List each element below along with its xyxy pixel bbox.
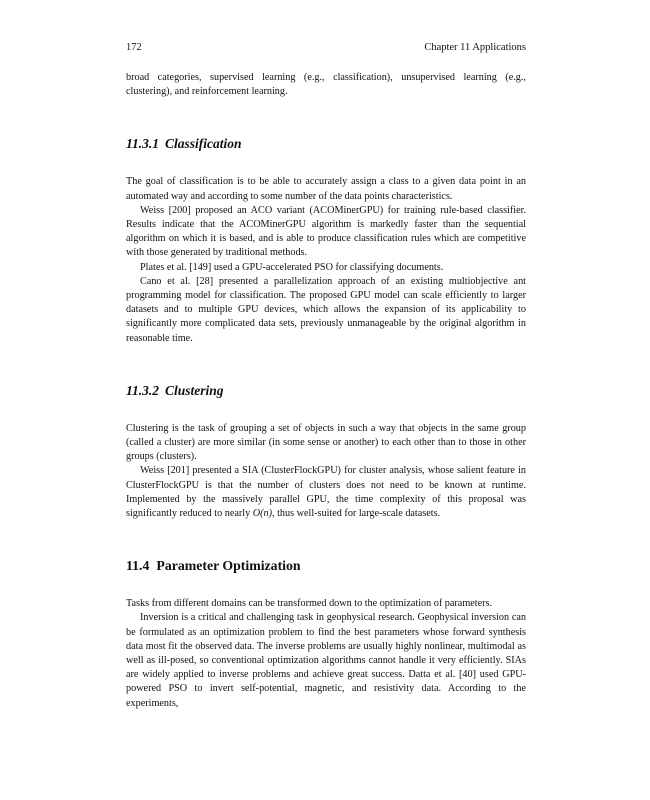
clustering-body (126, 422, 526, 521)
chapter-title: Chapter 11 Applications (424, 42, 526, 53)
math-expression: O(n) (252, 508, 272, 520)
text-run: , thus well-suited for large-scale datasets. (271, 508, 441, 520)
section-number: 11.3.1 (126, 136, 160, 152)
paragraph: Plates et al. [149] used a GPU-accelerated PSO for classifying documents. (140, 261, 444, 273)
heading-parameter-optimization (126, 557, 526, 575)
paragraph: Inversion is a critical and challenging task in geophysical research. Geophysical inversion can be formulated as an optimization problem to find the best parameters whose forward synthesis data most fit the observed data. The inverse problems are usually highly nonlinear, multimodal as well as ill-posed, so conventional optimization algorithms cannot handle it very efficiently. SIAs are widely applied to inverse problems and achieve great success. Datta et al. [40] used GPU-powered PSO to invert self-potential, magnetic, and resistivity data. According to the experiments, (126, 612, 526, 709)
parameter-optimization-body (126, 597, 526, 711)
classification-body (126, 175, 526, 345)
running-header (126, 40, 526, 56)
section-number: 11.4 (126, 558, 150, 574)
text-run: Weiss [201] presented a SIA (ClusterFlockGPU) for cluster analysis, whose salient feature in ClusterFlockGPU is that the number of clusters does not need to be known at runtime. Implemented by the massively parallel GPU, the time complexity of this proposal was significantly reduced to nearly (126, 465, 526, 520)
section-title: Classification (165, 136, 242, 152)
paragraph (126, 464, 526, 521)
section-title: Parameter Optimization (156, 558, 301, 574)
section-number: 11.3.2 (126, 382, 160, 398)
paragraph: The goal of classification is to be able to accurately assign a class to a given data point in an automated way and according to some number of the data points characteristics. (126, 176, 526, 202)
heading-clustering (126, 382, 526, 400)
intro-paragraph: broad categories, supervised learning (e.g., classification), unsupervised learning (e.g., clustering), and reinforcement learning. (126, 72, 526, 98)
section-title: Clustering (165, 382, 224, 398)
paragraph: Tasks from different domains can be transformed down to the optimization of parameters. (126, 598, 493, 610)
paragraph: Weiss [200] proposed an ACO variant (ACOMinerGPU) for training rule-based classifier. Results indicate that the ACOMinerGPU algorithm is markedly faster than the sequential algorithm on which it is based, and is able to produce classification rules which are competitive with those generated by traditional methods. (126, 204, 526, 259)
book-page (126, 40, 526, 711)
paragraph: Cano et al. [28] presented a parallelization approach of an existing multiobjective ant programming model for classification. The proposed GPU model can scale efficiently to larger datasets and to multiple GPU devices, which allows the expansion of its applicability to significantly more complicated data sets, previously unmanageable by the original algorithm in reasonable time. (126, 275, 526, 344)
page-number: 172 (126, 42, 142, 53)
paragraph: Clustering is the task of grouping a set of objects in such a way that objects in the same group (called a cluster) are more similar (in some sense or another) to each other than to those in other groups (clusters). (126, 422, 526, 463)
heading-classification (126, 135, 526, 153)
